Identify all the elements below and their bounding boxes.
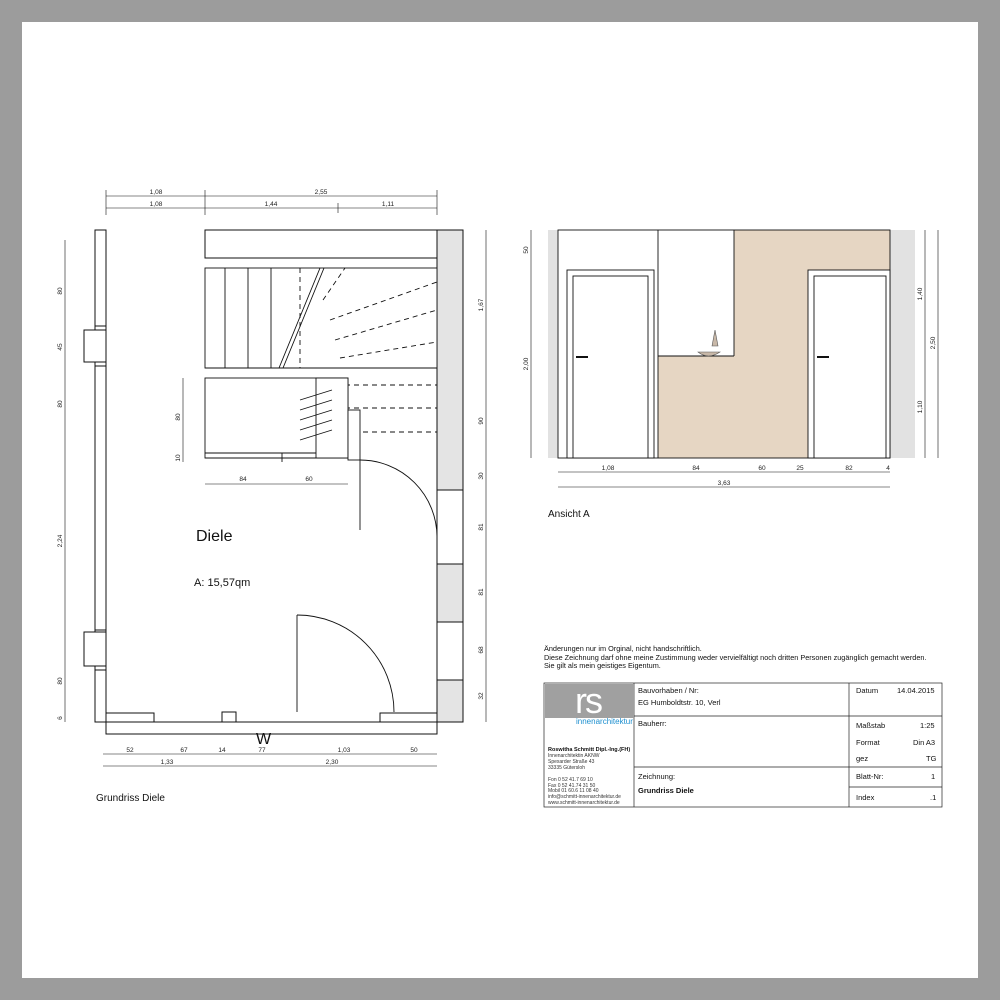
room-name: Diele — [196, 528, 233, 545]
dimension-label: 68 — [478, 646, 485, 654]
dimension-label: 1,33 — [160, 759, 174, 766]
dimension-label: 2,00 — [523, 357, 530, 371]
drawing-value: Grundriss Diele — [638, 786, 694, 795]
dimension-label: 80 — [175, 413, 182, 421]
sheet-label: Blatt-Nr: — [856, 772, 884, 781]
dimension-label: 60 — [305, 476, 313, 483]
logo-letters: rs — [575, 680, 601, 721]
dimension-label: 1,44 — [264, 201, 278, 208]
dimension-label: 81 — [478, 523, 485, 531]
wall-bottom — [106, 722, 437, 734]
copyright-notes — [544, 645, 934, 671]
format-value: Din A3 — [913, 738, 936, 747]
elevation-title: Ansicht A — [548, 509, 590, 520]
note-line: Sie gilt als mein geistiges Eigentum. — [544, 661, 661, 671]
dimension-label: 50 — [523, 246, 530, 254]
firm-name: Roswitha Schmitt Dipl.-Ing.(FH) — [548, 747, 631, 753]
dimension-label: 2,55 — [314, 189, 328, 196]
scale-label: Maßstab — [856, 721, 886, 730]
date-label: Datum — [856, 686, 879, 695]
dimension-label: 77 — [258, 747, 266, 754]
dimension-label: 1,11 — [381, 201, 395, 208]
format-label: Format — [856, 738, 880, 747]
dimension-label: 67 — [180, 747, 188, 754]
dimension-label: 80 — [57, 287, 64, 295]
project-label: Bauvorhaben / Nr: — [638, 686, 699, 695]
wall-hatch-left — [548, 230, 558, 458]
dimension-label: 80 — [57, 400, 64, 408]
dimension-label: 45 — [57, 343, 64, 351]
index-label: Index — [856, 793, 875, 802]
note-line: Diese Zeichnung darf ohne meine Zustimmung weder vervielfältigt noch dritten Personen zugänglich gemacht werden. — [544, 652, 927, 662]
dimension-label: 90 — [478, 417, 485, 425]
dimension-label: 1,03 — [337, 747, 351, 754]
wall-top — [205, 230, 437, 258]
dimension-label: 6 — [57, 716, 64, 720]
dimension-label: 2,24 — [57, 534, 64, 548]
dimension-label: 4 — [886, 465, 890, 472]
dimension-label: 60 — [758, 465, 766, 472]
index-value: .1 — [930, 793, 937, 802]
dimension-label: 25 — [796, 465, 804, 472]
note-line: Änderungen nur im Orginal, nicht handschriftlich. — [544, 644, 702, 653]
dimension-label: 84 — [692, 465, 700, 472]
dimension-label: 2,30 — [325, 759, 339, 766]
room-area: A: 15,57qm — [194, 577, 251, 589]
date-value: 14.04.2015 — [897, 686, 935, 695]
wall-letter: W — [256, 731, 272, 748]
logo-subtitle: innenarchitektur — [576, 717, 633, 726]
dimension-label: 3,63 — [717, 480, 731, 487]
dimension-label: 1,10 — [917, 400, 924, 414]
dimension-label: 14 — [218, 747, 226, 754]
firm-details: Innenarchitektin AKNW Spexarder Straße 43 33335 Gütersloh Fon 0 52 41.7 69 10 Fax 0 52 41.74 31 50 Mobil 01 60.6 11 08 40 info@schmitt-innenarchitektur.de www.schmitt-innenarchitektur.de — [548, 753, 621, 807]
drawn-label: gez — [856, 754, 869, 763]
dimension-label: 50 — [410, 747, 418, 754]
dimension-label: 10 — [175, 454, 182, 462]
staircase — [205, 268, 437, 462]
dimension-label: 30 — [478, 472, 485, 480]
dimension-label: 1,08 — [601, 465, 615, 472]
elevation-view — [531, 230, 938, 487]
door-swings — [297, 460, 437, 712]
dimension-label: 1,40 — [917, 287, 924, 301]
client-label: Bauherr: — [638, 719, 667, 728]
floor-plan — [65, 190, 486, 766]
dimension-label: 80 — [57, 677, 64, 685]
dimension-label: 81 — [478, 588, 485, 596]
dimension-label: 2,50 — [930, 336, 937, 350]
scale-value: 1:25 — [920, 721, 935, 730]
dimension-label: 82 — [845, 465, 853, 472]
drawn-value: TG — [926, 754, 937, 763]
dimension-label: 1,08 — [149, 201, 163, 208]
vase-decor — [698, 330, 720, 356]
project-value: EG Humboldtstr. 10, Verl — [638, 698, 721, 707]
drawing-label: Zeichnung: — [638, 772, 676, 781]
plan-title: Grundriss Diele — [96, 793, 165, 804]
dimension-label: 84 — [239, 476, 247, 483]
dimension-label: 52 — [126, 747, 134, 754]
dimension-label: 1,67 — [478, 298, 485, 312]
sheet-value: 1 — [931, 772, 936, 781]
wall-hatch-right — [890, 230, 915, 458]
dimension-label: 32 — [478, 692, 485, 700]
dimension-label: 1,08 — [149, 189, 163, 196]
